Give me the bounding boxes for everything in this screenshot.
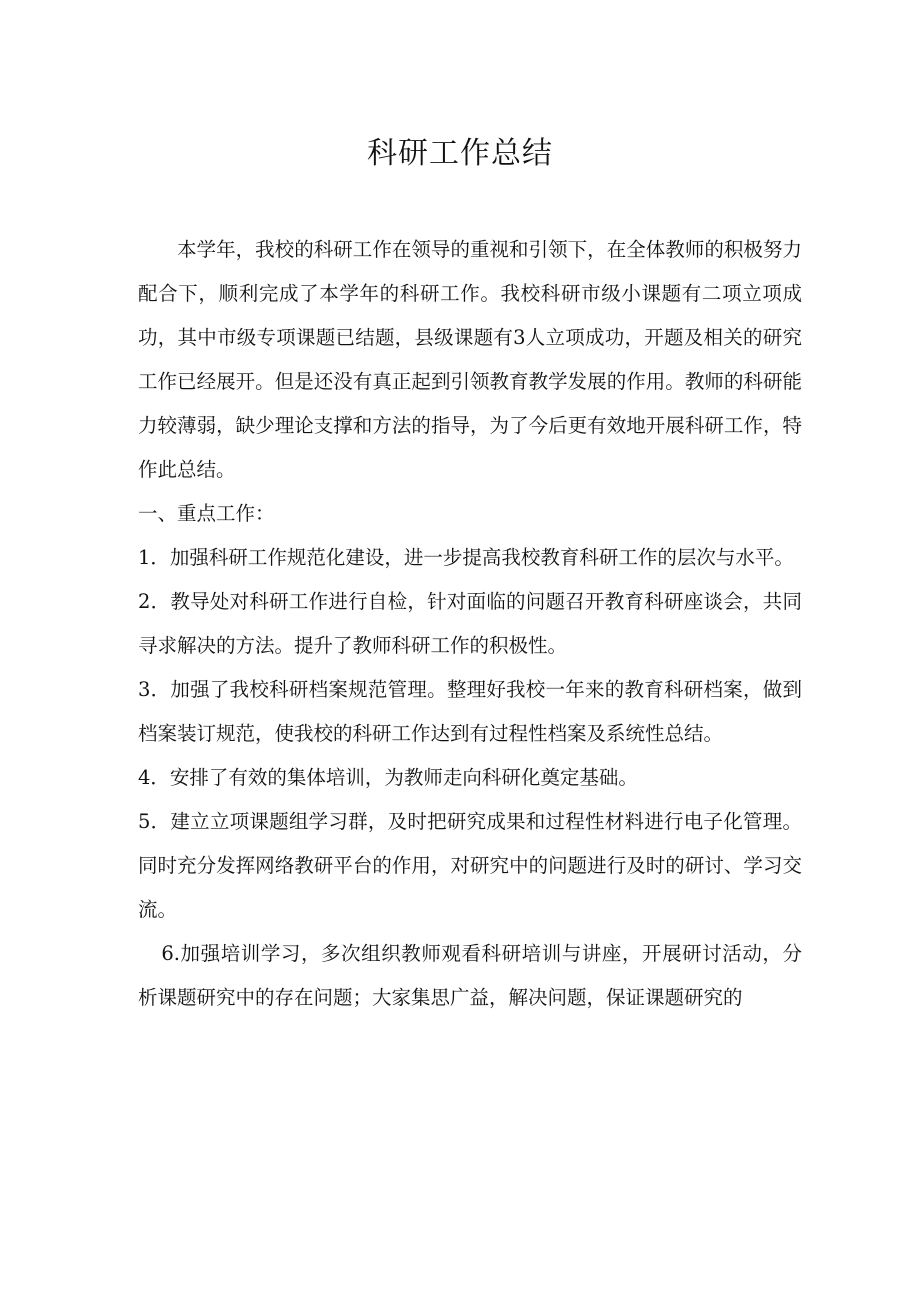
list-item-2: 2．教导处对科研工作进行自检，针对面临的问题召开教育科研座谈会，共同寻求解决的方法。提升了教师科研工作的积极性。: [138, 590, 802, 657]
list-item-4: 4．安排了有效的集体培训，为教师走向科研化奠定基础。: [138, 766, 638, 789]
section-heading-key-work: 一、重点工作：: [138, 502, 275, 525]
list-item-3: 3．加强了我校科研档案规范管理。整理好我校一年来的教育科研档案，做到档案装订规范，使我校的科研工作达到有过程性档案及系统性总结。: [138, 678, 802, 745]
list-item-6: 6.加强培训学习，多次组织教师观看科研培训与讲座，开展研讨活动，分析课题研究中的存在问题；大家集思广益，解决问题，保证课题研究的: [138, 942, 802, 1009]
document-title: 科研工作总结: [367, 136, 553, 171]
intro-paragraph: 本学年，我校的科研工作在领导的重视和引领下，在全体教师的积极努力配合下，顺利完成了本学年的科研工作。我校科研市级小课题有二项立项成功，其中市级专项课题已结题，县级课题有3人立项成功，开题及相关的研究工作已经展开。但是还没有真正起到引领教育教学发展的作用。教师的科研能力较薄弱，缺少理论支撑和方法的指导，为了今后更有效地开展科研工作，特作此总结。: [138, 238, 802, 481]
list-item-5: 5．建立立项课题组学习群，及时把研究成果和过程性材料进行电子化管理。同时充分发挥网络教研平台的作用，对研究中的问题进行及时的研讨、学习交流。: [138, 810, 802, 921]
list-item-1: 1．加强科研工作规范化建设，进一步提高我校教育科研工作的层次与水平。: [138, 546, 794, 569]
document-body: [138, 228, 802, 1020]
